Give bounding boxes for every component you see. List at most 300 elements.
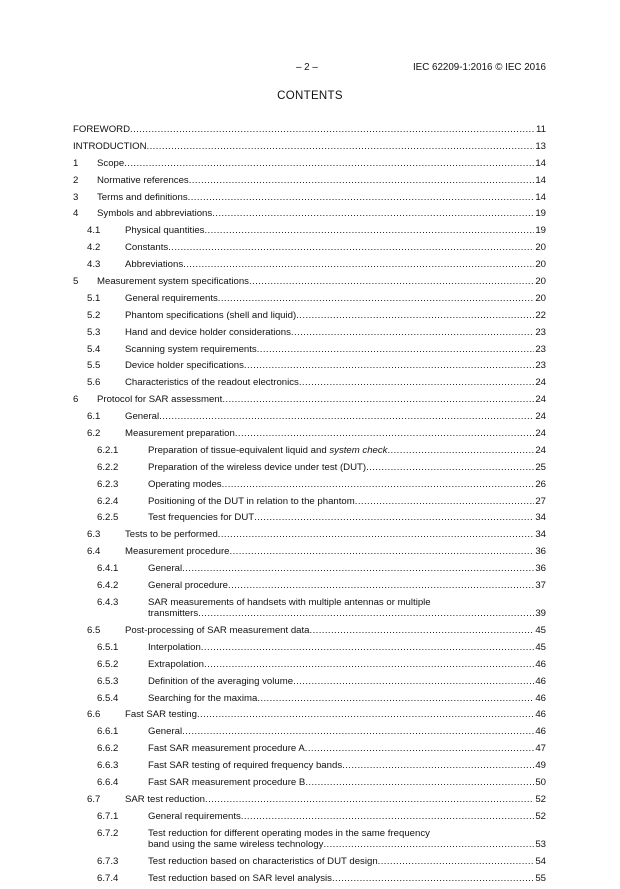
toc-page-number: 24 <box>535 394 546 406</box>
dot-leader <box>159 411 534 422</box>
toc-title <box>148 856 378 867</box>
toc-title-text: Interpolation <box>148 641 201 653</box>
toc-page-number: 47 <box>535 743 546 755</box>
toc-title <box>148 726 182 737</box>
toc-line <box>148 563 546 574</box>
toc-title-text: Scope <box>97 157 125 169</box>
dot-leader <box>387 445 534 456</box>
toc-title-text: Extrapolation <box>148 658 204 670</box>
toc-line <box>125 411 546 422</box>
toc-line <box>148 496 546 507</box>
toc-title-text: Fast SAR measurement procedure A <box>148 743 305 755</box>
toc-number: 6.4.2 <box>97 580 119 592</box>
toc-entry[interactable] <box>73 676 546 693</box>
toc-title <box>148 512 254 523</box>
toc-line <box>148 743 546 754</box>
dot-leader <box>310 625 535 636</box>
toc-entry[interactable] <box>73 546 546 563</box>
dot-leader <box>230 546 535 557</box>
dot-leader <box>218 293 535 304</box>
toc-title <box>125 360 244 371</box>
toc-title-text: Searching for the maxima <box>148 692 258 704</box>
toc-line <box>125 428 546 439</box>
toc-entry[interactable] <box>73 327 546 344</box>
toc-line <box>125 625 546 636</box>
toc-number: 5.1 <box>87 292 101 304</box>
toc-title-italic: system check <box>329 444 388 456</box>
toc-page-number: 54 <box>535 855 546 867</box>
toc-title-text: General requirements <box>148 810 241 822</box>
dot-leader <box>323 839 534 850</box>
toc-page-number: 34 <box>535 512 546 524</box>
toc-title <box>125 293 218 304</box>
dot-leader <box>244 360 534 371</box>
toc-number: 4.2 <box>87 242 101 254</box>
toc-entry[interactable] <box>73 310 546 327</box>
toc-page-number: 14 <box>535 174 546 186</box>
toc-title <box>97 192 188 203</box>
toc-page-number: 23 <box>535 326 546 338</box>
toc-page-number: 19 <box>535 225 546 237</box>
toc-title-text: Phantom specifications (shell and liquid) <box>125 309 297 321</box>
toc-line <box>125 242 546 253</box>
toc-title-text: Measurement system specifications <box>97 276 249 288</box>
toc-line <box>125 377 546 388</box>
toc-title <box>148 743 305 754</box>
toc-title-text: Post-processing of SAR measurement data <box>125 624 310 636</box>
toc-entry[interactable] <box>73 344 546 361</box>
toc-entry[interactable] <box>73 496 546 513</box>
toc-page-number: 24 <box>535 444 546 456</box>
toc-number: 5.3 <box>87 326 101 338</box>
toc-number: 6.5.4 <box>97 692 119 704</box>
toc-entry[interactable] <box>73 693 546 710</box>
toc-entry[interactable] <box>73 794 546 811</box>
toc-title-text: INTRODUCTION <box>73 140 147 152</box>
toc-line <box>73 141 546 152</box>
toc-title <box>148 873 332 884</box>
toc-entry[interactable] <box>73 479 546 496</box>
toc-title-text: Fast SAR testing <box>125 709 197 721</box>
toc-title <box>148 693 257 704</box>
toc-entry[interactable] <box>73 726 546 743</box>
toc-title <box>73 124 130 135</box>
toc-title-text: Scanning system requirements <box>125 343 257 355</box>
toc-title-text: Symbols and abbreviations <box>97 208 213 220</box>
dot-leader <box>378 856 535 867</box>
toc-page-number: 19 <box>535 208 546 220</box>
toc-page-number: 49 <box>535 760 546 772</box>
toc-page-number: 46 <box>535 726 546 738</box>
dot-leader <box>198 608 534 619</box>
toc-title <box>125 428 235 439</box>
toc-line <box>148 873 546 884</box>
toc-line <box>148 856 546 867</box>
toc-page-number: 46 <box>535 709 546 721</box>
toc-entry[interactable] <box>73 225 546 242</box>
toc-title <box>148 445 387 456</box>
toc-page-number: 36 <box>535 546 546 558</box>
toc-page-number: 13 <box>535 140 546 152</box>
toc-page-number: 11 <box>536 124 546 135</box>
toc-page-number: 23 <box>535 343 546 355</box>
toc-entry[interactable] <box>73 293 546 310</box>
toc-line <box>148 445 546 456</box>
toc-title <box>73 141 147 152</box>
toc-title-text: Definition of the averaging volume <box>148 675 294 687</box>
toc-number: 5.5 <box>87 360 101 372</box>
toc-entry[interactable] <box>73 709 546 726</box>
dot-leader <box>305 743 535 754</box>
toc-page-number: 24 <box>535 411 546 423</box>
toc-entry[interactable] <box>73 811 546 828</box>
toc-title <box>148 479 222 490</box>
toc-page-number: 55 <box>535 872 546 884</box>
toc-title-text: Hand and device holder considerations <box>125 326 291 338</box>
dot-leader <box>342 760 534 771</box>
toc-number: 6.7.1 <box>97 810 119 822</box>
toc-title-text: General <box>125 411 160 423</box>
dot-leader <box>222 394 534 405</box>
toc-line <box>125 310 546 321</box>
toc-title-text: Abbreviations <box>125 259 184 271</box>
toc-title-text: Test frequencies for DUT <box>148 512 255 524</box>
dot-leader <box>124 158 534 169</box>
toc-title <box>125 625 310 636</box>
toc-number: 4 <box>73 208 79 220</box>
dot-leader <box>293 676 534 687</box>
toc-title <box>125 344 257 355</box>
toc-line <box>148 777 546 788</box>
toc-page-number: 24 <box>535 377 546 389</box>
toc-title-text: General <box>148 726 183 738</box>
toc-number: 5.4 <box>87 343 101 355</box>
toc-title <box>148 839 323 850</box>
toc-line <box>97 175 546 186</box>
toc-page-number: 50 <box>535 776 546 788</box>
toc-entry[interactable] <box>73 873 546 889</box>
toc-number: 6.1 <box>87 411 101 423</box>
toc-title-text: Characteristics of the readout electronics <box>125 377 299 389</box>
toc-entry[interactable] <box>73 828 546 856</box>
dot-leader <box>257 344 535 355</box>
toc-entry[interactable] <box>73 563 546 580</box>
toc-title <box>148 659 204 670</box>
dot-leader <box>235 428 534 439</box>
toc-title-text: band using the same wireless technology <box>148 838 324 850</box>
toc-page-number: 20 <box>535 242 546 254</box>
toc-title-text: Tests to be performed <box>125 529 218 541</box>
toc-page-number: 46 <box>535 675 546 687</box>
toc-title-line1: SAR measurements of handsets with multiple antennas or multiple <box>148 596 431 608</box>
toc-title <box>148 462 366 473</box>
toc-entry[interactable] <box>73 141 546 158</box>
toc-title <box>148 676 293 687</box>
toc-line <box>125 546 546 557</box>
toc-title <box>148 777 305 788</box>
toc-number: 6.4.1 <box>97 563 119 575</box>
toc-line <box>97 192 546 203</box>
toc-title <box>148 563 182 574</box>
toc-line <box>125 225 546 236</box>
toc-title <box>148 496 355 507</box>
toc-entry[interactable] <box>73 462 546 479</box>
dot-leader <box>183 259 534 270</box>
dot-leader <box>254 512 534 523</box>
toc-title-text: Constants <box>125 242 169 254</box>
toc-line <box>125 794 546 805</box>
toc-number: 6.6.1 <box>97 726 119 738</box>
toc-entry[interactable] <box>73 158 546 175</box>
toc-page-number: 46 <box>535 658 546 670</box>
toc-title-text: General requirements <box>125 292 218 304</box>
toc-page-number: 24 <box>535 428 546 440</box>
dot-leader <box>355 496 535 507</box>
toc-title <box>125 327 291 338</box>
toc-number: 1 <box>73 157 79 169</box>
toc-line <box>97 208 546 219</box>
toc-number: 6.7.2 <box>97 827 119 839</box>
toc-title <box>148 760 342 771</box>
toc-line <box>148 811 546 822</box>
toc-line <box>97 394 546 405</box>
toc-line <box>148 693 546 704</box>
toc-title-text: Measurement preparation <box>125 428 235 440</box>
toc-page-number: 46 <box>535 692 546 704</box>
toc-number: 2 <box>73 174 79 186</box>
toc-page-number: 20 <box>535 292 546 304</box>
toc-title <box>125 377 299 388</box>
dot-leader <box>218 529 535 540</box>
toc-entry[interactable] <box>73 394 546 411</box>
dot-leader <box>366 462 534 473</box>
toc-number: 6.7.3 <box>97 855 119 867</box>
dot-leader <box>182 726 534 737</box>
toc-entry[interactable] <box>73 192 546 209</box>
toc-title-text: Protocol for SAR assessment <box>97 394 223 406</box>
toc-entry[interactable] <box>73 580 546 597</box>
toc-entry[interactable] <box>73 242 546 259</box>
toc-line <box>148 642 546 653</box>
toc-title <box>125 310 296 321</box>
toc-entry[interactable] <box>73 175 546 192</box>
toc-title-text: Preparation of the wireless device under test (DUT) <box>148 461 367 473</box>
toc-line <box>148 760 546 771</box>
toc-title-text: SAR test reduction <box>125 793 205 805</box>
toc-entry[interactable] <box>73 760 546 777</box>
toc-number: 4.3 <box>87 259 101 271</box>
toc-page-number: 27 <box>535 495 546 507</box>
toc-entry[interactable] <box>73 642 546 659</box>
toc-line <box>148 839 546 850</box>
toc-line <box>125 360 546 371</box>
toc-entry[interactable] <box>73 208 546 225</box>
table-of-contents <box>73 124 546 889</box>
toc-page-number: 26 <box>535 478 546 490</box>
toc-line <box>148 580 546 591</box>
toc-page-number: 14 <box>535 191 546 203</box>
toc-page-number: 25 <box>535 461 546 473</box>
dot-leader <box>188 192 535 203</box>
toc-line <box>125 327 546 338</box>
toc-page-number: 52 <box>535 810 546 822</box>
toc-number: 6.6.4 <box>97 776 119 788</box>
toc-title <box>125 546 230 557</box>
toc-page-number: 34 <box>535 529 546 541</box>
toc-number: 6.6 <box>87 709 101 721</box>
toc-title <box>125 529 218 540</box>
toc-entry[interactable] <box>73 512 546 529</box>
dot-leader <box>305 777 534 788</box>
toc-page-number: 45 <box>535 624 546 636</box>
toc-line <box>97 158 546 169</box>
dot-leader <box>212 208 534 219</box>
toc-page-number: 22 <box>535 309 546 321</box>
toc-title-text: Preparation of tissue-equivalent liquid and <box>148 444 330 456</box>
toc-line <box>125 344 546 355</box>
toc-number: 6.5.3 <box>97 675 119 687</box>
toc-title-text: Positioning of the DUT in relation to the phantom <box>148 495 355 507</box>
toc-number: 6.6.3 <box>97 760 119 772</box>
toc-title <box>125 411 159 422</box>
toc-title-text: Physical quantities <box>125 225 205 237</box>
toc-entry[interactable] <box>73 428 546 445</box>
toc-page-number: 52 <box>535 793 546 805</box>
toc-entry[interactable] <box>73 856 546 873</box>
toc-number: 6.2.3 <box>97 478 119 490</box>
dot-leader <box>130 124 535 135</box>
toc-line <box>125 529 546 540</box>
toc-title <box>125 794 205 805</box>
toc-entry[interactable] <box>73 124 546 141</box>
toc-line <box>148 608 546 619</box>
dot-leader <box>257 693 534 704</box>
toc-number: 6.5.1 <box>97 641 119 653</box>
dot-leader <box>168 242 534 253</box>
toc-title-text: Test reduction based on characteristics of DUT design <box>148 855 378 867</box>
toc-page-number: 20 <box>535 259 546 271</box>
toc-title-text: Test reduction based on SAR level analysis <box>148 872 332 884</box>
toc-line <box>148 659 546 670</box>
toc-page-number: 23 <box>535 360 546 372</box>
toc-title-text: FOREWORD <box>73 124 131 135</box>
dot-leader <box>205 794 534 805</box>
toc-number: 6.2.1 <box>97 444 119 456</box>
toc-line <box>73 124 546 135</box>
toc-title-text: Device holder specifications <box>125 360 244 372</box>
toc-entry[interactable] <box>73 529 546 546</box>
toc-number: 3 <box>73 191 79 203</box>
toc-number: 5.2 <box>87 309 101 321</box>
contents-title: CONTENTS <box>277 90 343 102</box>
toc-number: 6.7 <box>87 793 101 805</box>
toc-number: 5.6 <box>87 377 101 389</box>
toc-title <box>97 175 189 186</box>
toc-title <box>97 276 249 287</box>
toc-entry[interactable] <box>73 777 546 794</box>
toc-number: 6.4 <box>87 546 101 558</box>
page-number: – 2 – <box>296 62 318 73</box>
toc-number: 4.1 <box>87 225 101 237</box>
toc-title <box>125 709 197 720</box>
toc-line <box>125 293 546 304</box>
toc-title <box>97 394 222 405</box>
toc-number: 6.5.2 <box>97 658 119 670</box>
toc-number: 6.4.3 <box>97 596 119 608</box>
dot-leader <box>204 225 534 236</box>
toc-title-text: Measurement procedure <box>125 546 230 558</box>
toc-entry[interactable] <box>73 625 546 642</box>
toc-line <box>97 276 546 287</box>
toc-number: 5 <box>73 276 79 288</box>
toc-number: 6.2.5 <box>97 512 119 524</box>
toc-entry[interactable] <box>73 659 546 676</box>
toc-title <box>148 580 228 591</box>
toc-number: 6.7.4 <box>97 872 119 884</box>
toc-number: 6.6.2 <box>97 743 119 755</box>
dot-leader <box>182 563 534 574</box>
dot-leader <box>249 276 534 287</box>
toc-page-number: 14 <box>535 157 546 169</box>
toc-line <box>148 726 546 737</box>
toc-entry[interactable] <box>73 445 546 462</box>
toc-number: 6.3 <box>87 529 101 541</box>
standard-reference: IEC 62209-1:2016 © IEC 2016 <box>412 62 546 73</box>
toc-entry[interactable] <box>73 377 546 394</box>
toc-line <box>148 512 546 523</box>
dot-leader <box>296 310 534 321</box>
toc-title <box>97 158 124 169</box>
dot-leader <box>291 327 534 338</box>
toc-title <box>125 259 183 270</box>
toc-title-text: Operating modes <box>148 478 222 490</box>
toc-title <box>97 208 212 219</box>
dot-leader <box>197 709 534 720</box>
toc-page-number: 53 <box>535 838 546 850</box>
toc-page-number: 20 <box>535 276 546 288</box>
toc-title-text: transmitters <box>148 607 199 619</box>
toc-entry[interactable] <box>73 743 546 760</box>
toc-entry[interactable] <box>73 259 546 276</box>
toc-entry[interactable] <box>73 276 546 293</box>
toc-line <box>148 462 546 473</box>
dot-leader <box>222 479 535 490</box>
toc-title-text: Normative references <box>97 174 189 186</box>
toc-line <box>125 709 546 720</box>
toc-entry[interactable] <box>73 360 546 377</box>
toc-number: 6.2.2 <box>97 461 119 473</box>
toc-entry[interactable] <box>73 411 546 428</box>
toc-title-text: General <box>148 563 183 575</box>
toc-number: 6.2.4 <box>97 495 119 507</box>
dot-leader <box>299 377 534 388</box>
dot-leader <box>332 873 534 884</box>
dot-leader <box>228 580 534 591</box>
toc-entry[interactable] <box>73 597 546 625</box>
toc-title <box>148 642 201 653</box>
toc-title <box>125 225 204 236</box>
toc-title <box>125 242 168 253</box>
toc-number: 6.2 <box>87 428 101 440</box>
toc-title-text: Terms and definitions <box>97 191 188 203</box>
toc-title <box>148 608 198 619</box>
toc-number: 6 <box>73 394 79 406</box>
toc-page-number: 45 <box>535 641 546 653</box>
toc-title-text: Fast SAR measurement procedure B <box>148 776 306 788</box>
dot-leader <box>201 642 535 653</box>
toc-page-number: 39 <box>535 607 546 619</box>
toc-title <box>148 811 241 822</box>
